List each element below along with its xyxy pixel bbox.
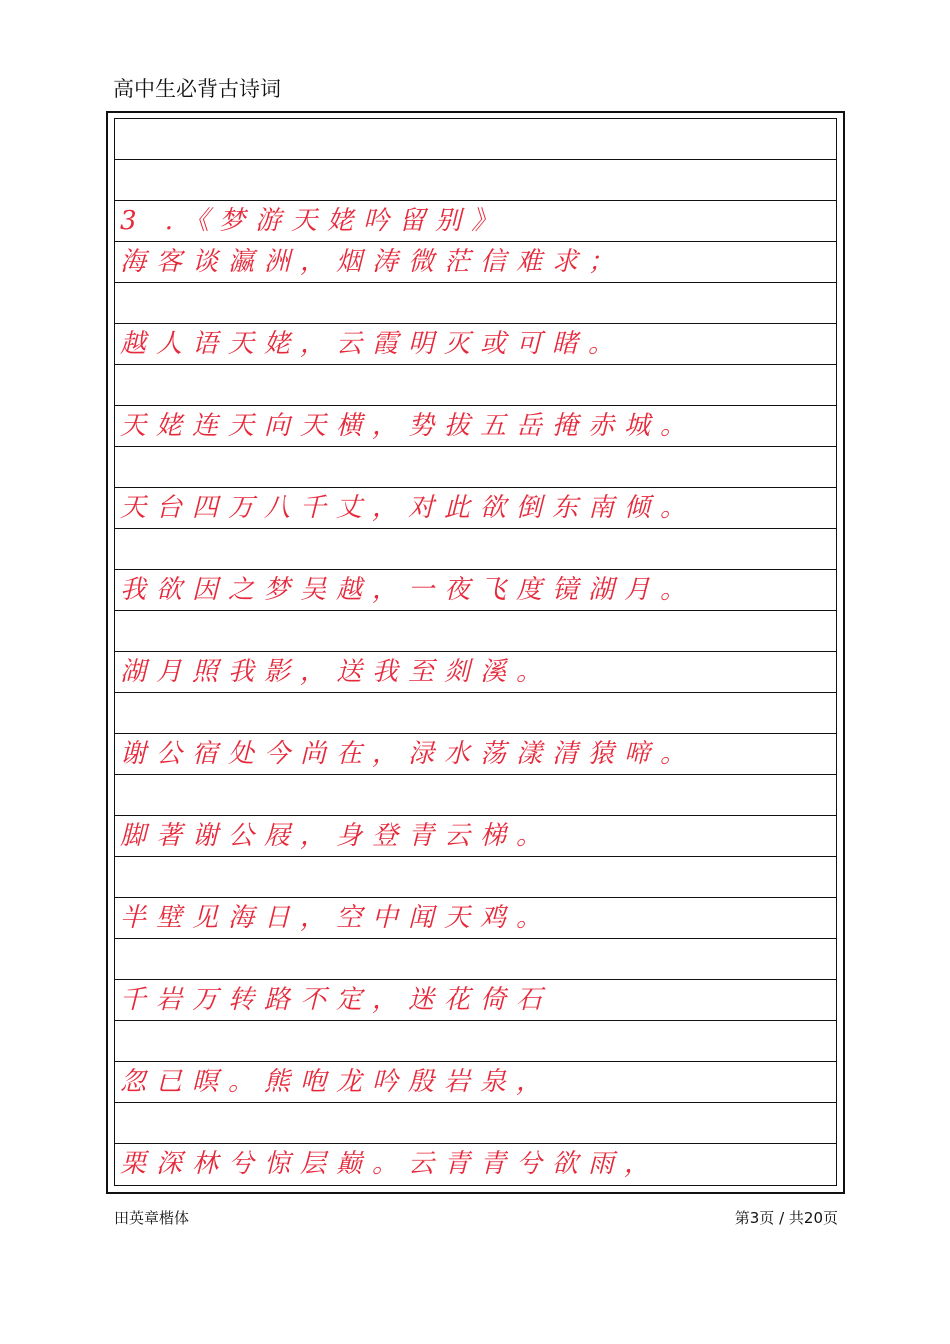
poem-line: 千岩万转路不定，迷花倚石 [120, 985, 553, 1015]
rule-line [114, 938, 837, 939]
poem-line: 天姥连天向天横，势拔五岳掩赤城。 [120, 411, 697, 441]
rule-line [114, 692, 837, 693]
poem-line: 半壁见海日，空中闻天鸡。 [120, 903, 553, 933]
rule-line [114, 610, 837, 611]
rule-line [114, 446, 837, 447]
rule-line [114, 364, 837, 365]
page-number: 第3页 / 共20页 [734, 1209, 838, 1227]
poem-line: 天台四万八千丈，对此欲倒东南倾。 [120, 493, 697, 523]
poem-line: 越人语天姥，云霞明灭或可睹。 [120, 329, 625, 359]
page-title: 高中生必背古诗词 [113, 77, 281, 101]
rule-line [114, 282, 837, 283]
poem-heading: 3 .《梦游天姥吟留别》 [120, 206, 508, 236]
rule-line [114, 159, 837, 160]
poem-line: 谢公宿处今尚在，渌水荡漾清猿啼。 [120, 739, 697, 769]
rule-line [114, 1102, 837, 1103]
poem-line: 忽已暝。熊咆龙吟殷岩泉， [120, 1067, 553, 1097]
font-name-label: 田英章楷体 [114, 1209, 190, 1227]
poem-line: 湖月照我影，送我至剡溪。 [120, 657, 553, 687]
poem-line: 脚著谢公屐，身登青云梯。 [120, 821, 553, 851]
poem-line: 我欲因之梦吴越，一夜飞度镜湖月。 [120, 575, 697, 605]
rule-line [114, 856, 837, 857]
poem-line: 栗深林兮惊层巅。云青青兮欲雨， [120, 1149, 661, 1179]
rule-line [114, 528, 837, 529]
rule-line [114, 774, 837, 775]
rule-line [114, 1020, 837, 1021]
poem-line: 海客谈瀛洲，烟涛微茫信难求； [120, 247, 625, 277]
